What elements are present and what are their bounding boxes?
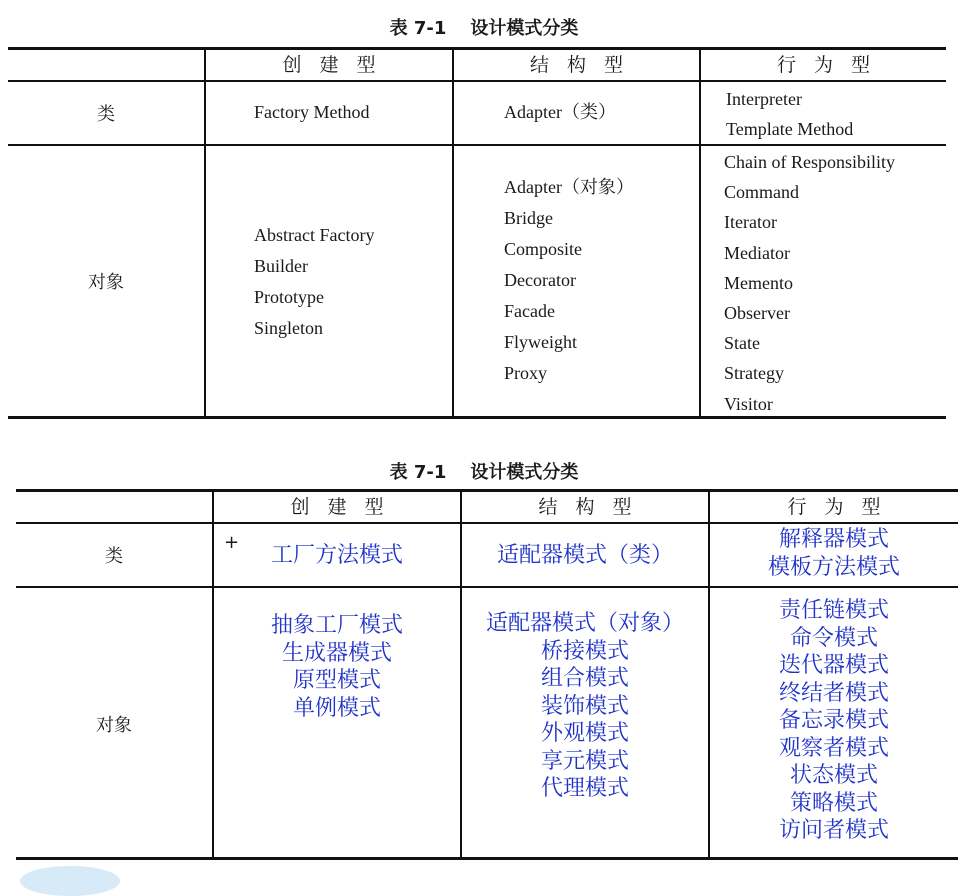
list-item: 组合模式 <box>540 666 629 691</box>
list-item: 生成器模式 <box>281 640 392 666</box>
list-item: 访问者模式 <box>778 818 889 843</box>
list-item: Prototype <box>254 287 324 307</box>
list-item: 适配器模式（类） <box>496 543 673 568</box>
list-item: 外观模式 <box>540 721 629 746</box>
table1-class-creational <box>254 97 369 128</box>
list-item: 终结者模式 <box>778 680 889 706</box>
table1-col-divider-3 <box>699 47 701 419</box>
list-item: 抽象工厂模式 <box>270 613 403 638</box>
list-item: Strategy <box>724 363 784 384</box>
table2-header-behavioral: 行为型 <box>787 496 899 518</box>
list-item: 模板方法模式 <box>767 554 900 580</box>
list-item: Factory Method <box>254 102 370 122</box>
table1-row-object-label: 对象 <box>88 272 124 293</box>
list-item: Abstract Factory <box>254 225 375 245</box>
list-item: Flyweight <box>504 332 578 352</box>
table1-object-creational <box>254 220 374 344</box>
table1-header-structural: 结构型 <box>529 54 641 76</box>
list-item: 工厂方法模式 <box>270 543 403 568</box>
list-item: 状态模式 <box>789 763 878 788</box>
list-item: 代理模式 <box>540 776 629 801</box>
table1-object-structural <box>504 172 634 389</box>
table1-row-rule <box>8 144 946 146</box>
list-item: 适配器模式（对象） <box>485 611 684 636</box>
list-item: 单例模式 <box>292 695 381 721</box>
list-item: Singleton <box>254 318 324 338</box>
list-item: Composite <box>504 239 583 259</box>
list-item: 装饰模式 <box>540 693 629 719</box>
table2-caption-label: 表 7-1 <box>389 462 447 483</box>
table1-col-divider-1 <box>204 47 206 419</box>
list-item: Builder <box>254 256 308 276</box>
table1-header-creational: 创建型 <box>282 54 394 76</box>
list-item: 享元模式 <box>540 748 629 774</box>
list-item: 原型模式 <box>292 668 381 693</box>
table2-row-rule <box>16 586 958 588</box>
table1-object-behavioral <box>724 147 895 419</box>
list-item: Memento <box>724 272 793 293</box>
list-item: Mediator <box>724 242 790 263</box>
list-item: Interpreter <box>726 89 802 109</box>
plus-mark: + <box>224 532 240 553</box>
table2-header-structural: 结构型 <box>538 496 650 518</box>
table2-class-structural <box>462 542 708 570</box>
table1-class-behavioral <box>726 84 853 144</box>
table1-caption-title: 设计模式分类 <box>470 18 579 39</box>
list-item: 备忘录模式 <box>778 708 889 733</box>
list-item: 解释器模式 <box>778 527 889 552</box>
table1-class-structural <box>504 97 616 128</box>
table1-row-class-label: 类 <box>97 104 115 125</box>
table2-class-creational <box>214 542 460 570</box>
table2-row-class-label: 类 <box>105 546 123 567</box>
list-item: Chain of Responsibility <box>724 152 895 172</box>
table2-object-behavioral <box>710 597 958 845</box>
table1-col-divider-2 <box>452 47 454 419</box>
list-item: Visitor <box>724 393 773 414</box>
list-item: Decorator <box>504 270 576 290</box>
list-item: 责任链模式 <box>778 598 889 623</box>
list-item: Proxy <box>504 363 548 383</box>
table2-object-creational <box>214 612 460 722</box>
list-item: Bridge <box>504 208 553 228</box>
list-item: Template Method <box>726 119 854 139</box>
list-item: Facade <box>504 301 555 321</box>
list-item: Adapter（对象） <box>504 177 634 197</box>
decorative-blob <box>20 866 120 896</box>
table2-caption <box>0 458 968 484</box>
list-item: Observer <box>724 303 790 324</box>
table2-header-creational: 创建型 <box>290 496 402 518</box>
list-item: 观察者模式 <box>778 735 889 761</box>
table2-class-behavioral <box>710 526 958 581</box>
table2-bottom-rule <box>16 857 958 860</box>
list-item: 命令模式 <box>789 625 878 651</box>
list-item: Iterator <box>724 212 777 233</box>
table1-header-behavioral: 行为型 <box>776 54 888 76</box>
table2-caption-title: 设计模式分类 <box>470 462 579 483</box>
list-item: 桥接模式 <box>540 638 629 664</box>
list-item: Command <box>724 182 799 203</box>
table1-caption <box>0 14 968 40</box>
table2-object-structural <box>462 610 708 803</box>
list-item: State <box>724 333 760 354</box>
table1-caption-label: 表 7-1 <box>389 18 447 39</box>
table2-row-object-label: 对象 <box>96 715 132 736</box>
list-item: Adapter（类） <box>504 102 616 122</box>
list-item: 策略模式 <box>789 790 878 816</box>
list-item: 迭代器模式 <box>778 653 889 678</box>
